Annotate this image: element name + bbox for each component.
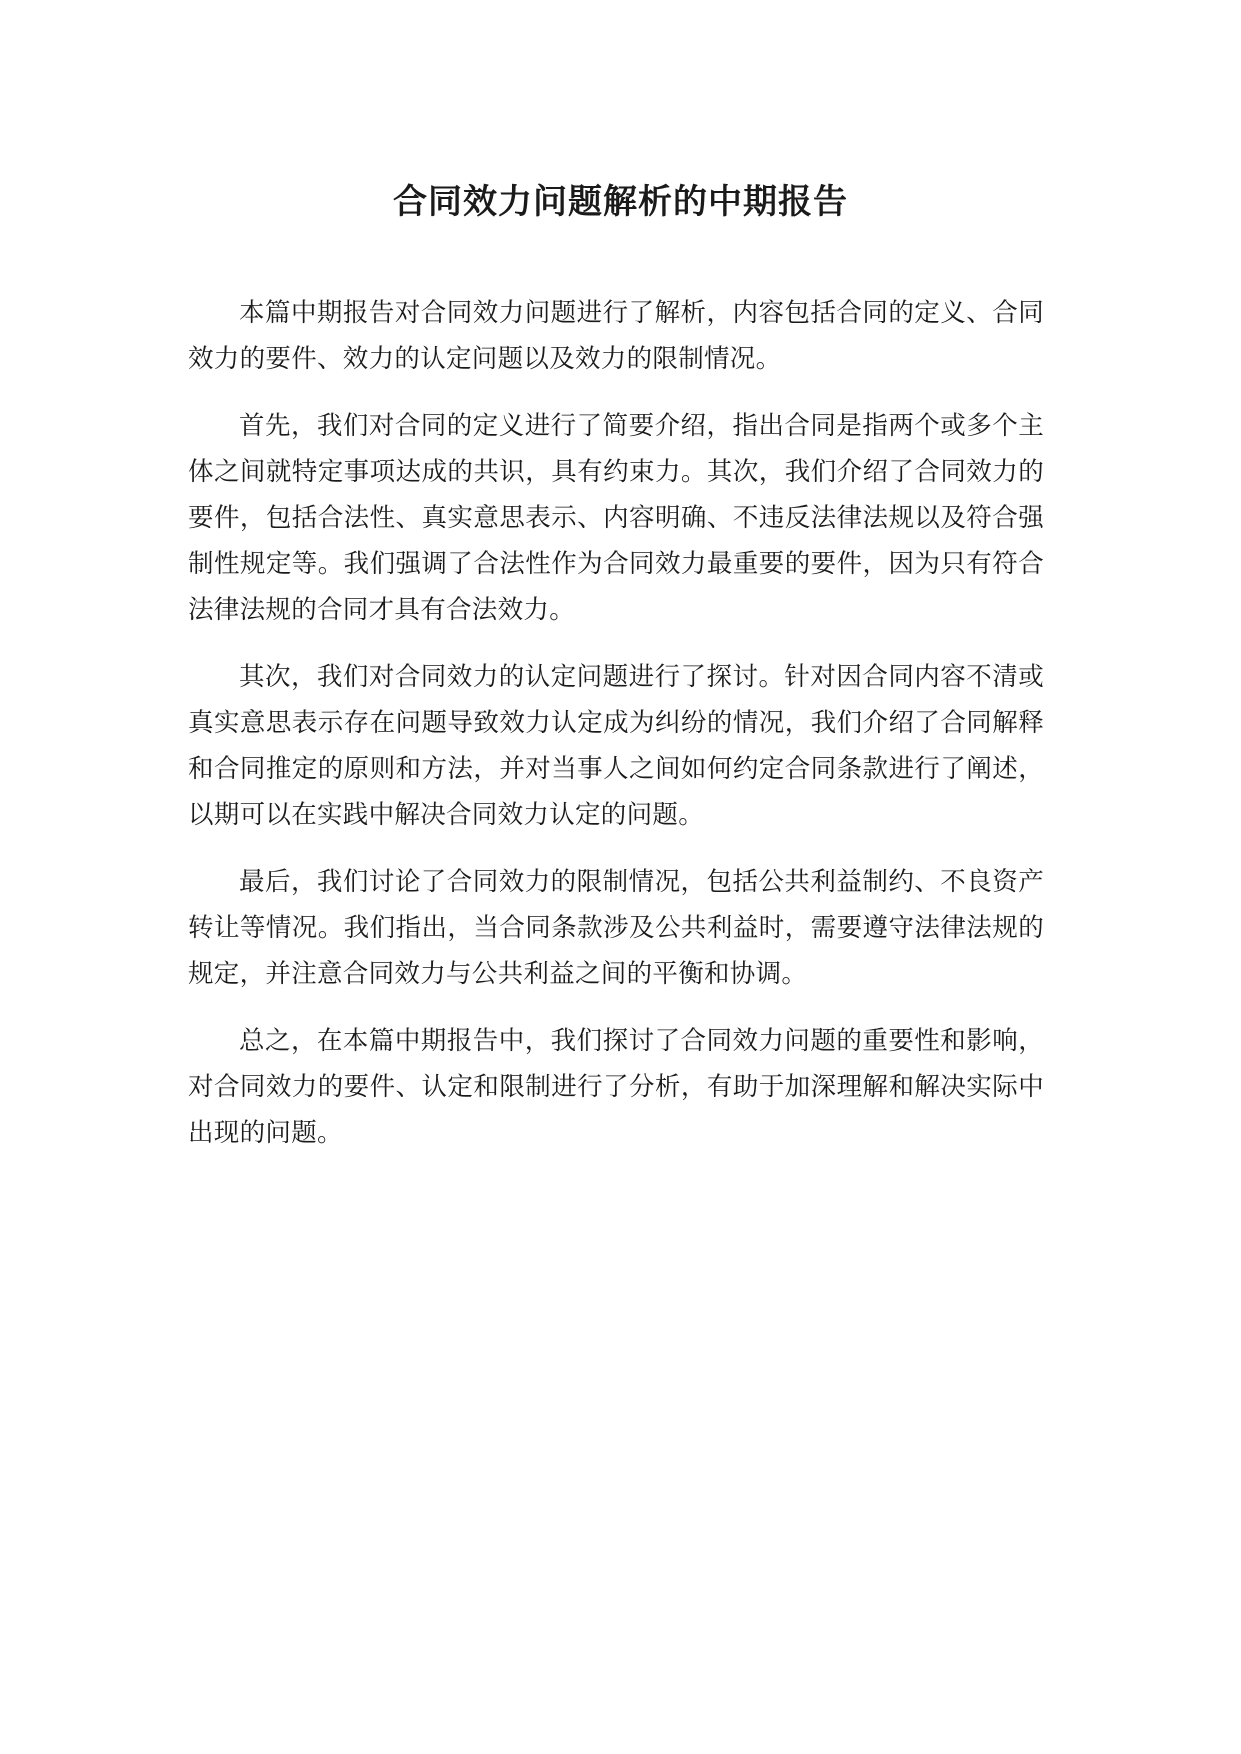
paragraph-recognition: 其次，我们对合同效力的认定问题进行了探讨。针对因合同内容不清或真实意思表示存在问题导致效力认定成为纠纷的情况，我们介绍了合同解释和合同推定的原则和方法，并对当事人之间如何约定合同条款进行了阐述，以期可以在实践中解决合同效力认定的问题。 (188, 662, 1044, 830)
paragraph-conclusion: 总之，在本篇中期报告中，我们探讨了合同效力问题的重要性和影响，对合同效力的要件、认定和限制进行了分析，有助于加深理解和解决实际中出现的问题。 (188, 1026, 1044, 1148)
paragraph-limitations: 最后，我们讨论了合同效力的限制情况，包括公共利益制约、不良资产转让等情况。我们指出，当合同条款涉及公共利益时，需要遵守法律法规的规定，并注意合同效力与公共利益之间的平衡和协调。 (188, 867, 1044, 989)
document-title: 合同效力问题解析的中期报告 (393, 182, 848, 222)
paragraph-definition-and-requirements: 首先，我们对合同的定义进行了简要介绍，指出合同是指两个或多个主体之间就特定事项达成的共识，具有约束力。其次，我们介绍了合同效力的要件，包括合法性、真实意思表示、内容明确、不违反法律法规以及符合强制性规定等。我们强调了合法性作为合同效力最重要的要件，因为只有符合法律法规的合同才具有合法效力。 (188, 411, 1044, 625)
paragraph-intro: 本篇中期报告对合同效力问题进行了解析，内容包括合同的定义、合同效力的要件、效力的认定问题以及效力的限制情况。 (188, 298, 1044, 374)
document-body (188, 290, 1044, 1177)
